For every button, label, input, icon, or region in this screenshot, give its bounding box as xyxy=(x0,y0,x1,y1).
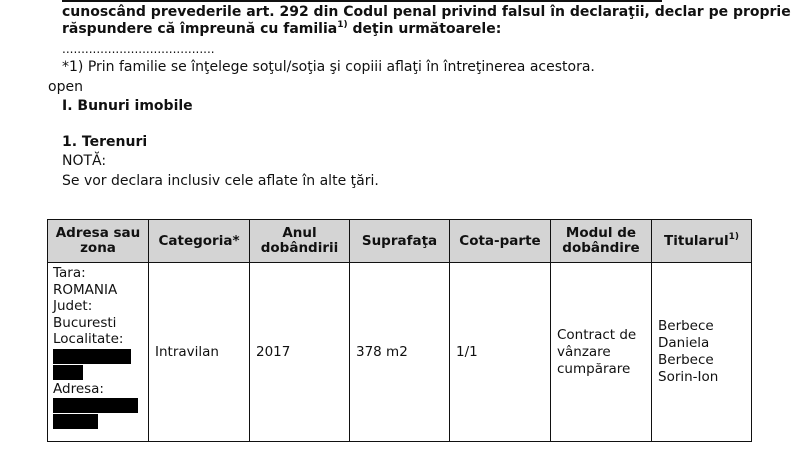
redaction-bar xyxy=(53,414,98,429)
intro-line-2-end: deţin următoarele: xyxy=(347,21,502,37)
header-share: Cota-parte xyxy=(450,220,551,263)
area-cell: 378 m2 xyxy=(350,263,450,442)
localitate-label: Localitate: xyxy=(53,331,124,347)
judet-value: Bucuresti xyxy=(53,314,117,331)
table-row xyxy=(48,263,752,442)
tara-label: Tara: xyxy=(53,265,86,281)
footnote-text: *1) Prin familie se înţelege soţul/soţia şi copiii aflaţi în întreţinerea acestora. xyxy=(62,59,595,75)
header-category: Categoria* xyxy=(149,220,250,263)
nota-text: Se vor declara inclusiv cele aflate în alte ţări. xyxy=(62,173,379,189)
address-cell xyxy=(48,263,149,442)
section-subtitle: 1. Terenuri xyxy=(62,134,148,150)
table-header-row xyxy=(48,220,752,263)
header-holder-marker: 1) xyxy=(728,231,739,242)
holder-cell: Berbece Daniela Berbece Sorin-Ion xyxy=(652,263,752,442)
nota-label: NOTĂ: xyxy=(62,153,107,169)
category-cell: Intravilan xyxy=(149,263,250,442)
redaction-bar xyxy=(53,349,131,364)
mode-cell: Contract de vânzare cumpărare xyxy=(551,263,652,442)
judet-label: Judet: xyxy=(53,298,93,314)
year-cell: 2017 xyxy=(250,263,350,442)
share-cell: 1/1 xyxy=(450,263,551,442)
section-title: I. Bunuri imobile xyxy=(62,98,193,114)
adresa-label: Adresa: xyxy=(53,380,104,397)
redaction-bar xyxy=(53,365,83,380)
intro-line-2-text: răspundere că împreună cu familia xyxy=(62,21,338,37)
header-holder-text: Titularul xyxy=(664,232,729,249)
header-area: Suprafaţa xyxy=(350,220,450,263)
redaction-bar xyxy=(53,398,138,413)
open-text: open xyxy=(48,79,83,95)
tara-value: ROMANIA xyxy=(53,281,118,298)
intro-line-2 xyxy=(62,21,501,38)
header-holder xyxy=(652,220,752,263)
header-year: Anul dobândirii xyxy=(250,220,350,263)
header-address: Adresa sau zona xyxy=(48,220,149,263)
dotted-line: ........................................ xyxy=(62,42,215,56)
header-mode: Modul de dobândire xyxy=(551,220,652,263)
footnote-marker: 1) xyxy=(337,20,348,30)
top-rule xyxy=(62,0,662,2)
intro-line-1: cunoscând prevederile art. 292 din Codul penal privind falsul în declaraţii, declar pe proprie xyxy=(62,4,791,20)
land-table xyxy=(47,219,752,442)
